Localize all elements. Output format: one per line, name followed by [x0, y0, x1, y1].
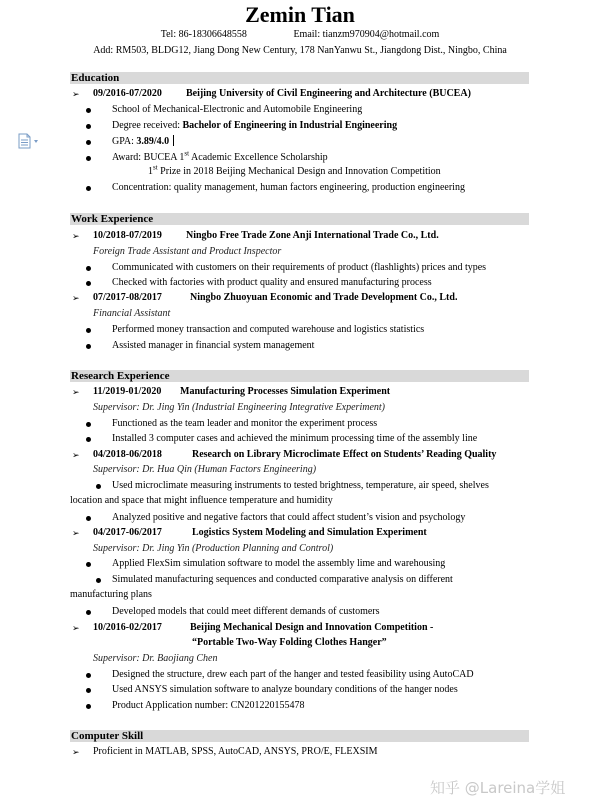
round-bullet-icon	[86, 156, 91, 161]
round-bullet-icon	[96, 484, 101, 489]
round-bullet-icon	[86, 344, 91, 349]
text-cursor	[173, 135, 174, 146]
resume-name: Zemin Tian	[245, 2, 355, 27]
round-bullet-icon	[86, 281, 91, 286]
round-bullet-icon	[86, 704, 91, 709]
arrow-bullet-icon: ➢	[72, 747, 80, 757]
round-bullet-icon	[86, 437, 91, 442]
education-institution: Beijing University of Civil Engineering and Architecture (BUCEA)	[186, 88, 471, 99]
round-bullet-icon	[86, 422, 91, 427]
round-bullet-icon	[86, 124, 91, 129]
education-date: 09/2016-07/2020	[93, 88, 162, 99]
round-bullet-icon	[86, 140, 91, 145]
skills-heading: Computer Skill	[70, 730, 529, 742]
round-bullet-icon	[86, 328, 91, 333]
arrow-bullet-icon: ➢	[72, 623, 80, 633]
arrow-bullet-icon: ➢	[72, 450, 80, 460]
round-bullet-icon	[86, 688, 91, 693]
address-text: Add: RM503, BLDG12, Jiang Dong New Century, 178 NanYanwu St., Jiangdong Dist., Ningbo, China	[93, 45, 507, 56]
arrow-bullet-icon: ➢	[72, 387, 80, 397]
round-bullet-icon	[86, 186, 91, 191]
research-heading: Research Experience	[70, 370, 529, 382]
round-bullet-icon	[86, 562, 91, 567]
round-bullet-icon	[86, 266, 91, 271]
round-bullet-icon	[96, 578, 101, 583]
phone-text: Tel: 86-18306648558	[160, 29, 247, 40]
arrow-bullet-icon: ➢	[72, 89, 80, 99]
round-bullet-icon	[86, 610, 91, 615]
document-icon[interactable]	[17, 133, 41, 149]
education-heading: Education	[70, 72, 529, 84]
arrow-bullet-icon: ➢	[72, 293, 80, 303]
arrow-bullet-icon: ➢	[72, 528, 80, 538]
watermark-text: 知乎 @Lareina学姐	[430, 779, 566, 797]
contact-line	[0, 28, 600, 41]
arrow-bullet-icon: ➢	[72, 231, 80, 241]
round-bullet-icon	[86, 673, 91, 678]
round-bullet-icon	[86, 516, 91, 521]
email-text: Email: tianzm970904@hotmail.com	[293, 29, 440, 40]
round-bullet-icon	[86, 108, 91, 113]
work-heading: Work Experience	[70, 213, 529, 225]
